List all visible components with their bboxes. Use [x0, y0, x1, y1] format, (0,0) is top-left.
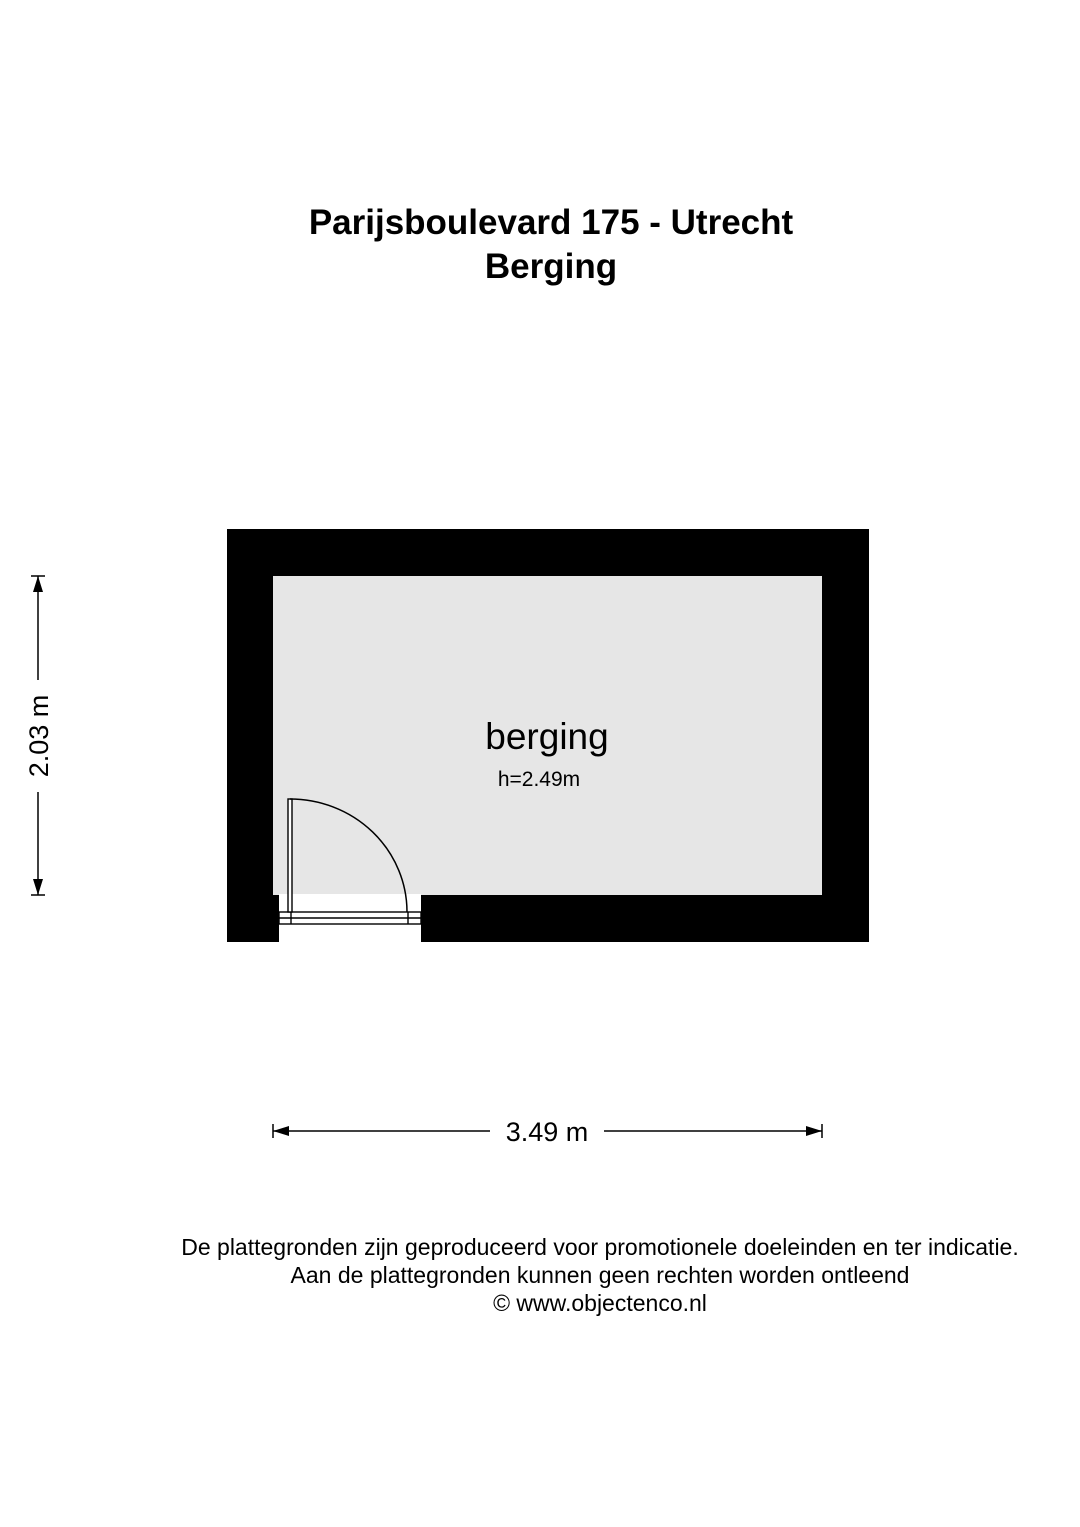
room-name-label: berging [485, 716, 609, 757]
room-height-label: h=2.49m [497, 768, 581, 791]
disclaimer-line-2: Aan de plattegronden kunnen geen rechten worden ontleend [290, 1262, 910, 1288]
copyright-line: © www.objectenco.nl [493, 1290, 707, 1316]
disclaimer-line-1: De plattegronden zijn geproduceerd voor promotionele doeleinden en ter indicatie. [181, 1234, 1019, 1260]
depth-arrow-bottom [33, 879, 43, 895]
plan-title-address: Parijsboulevard 175 - Utrecht [308, 203, 794, 242]
width-arrow-left [273, 1126, 289, 1136]
plan-title-floor: Berging [484, 247, 618, 286]
width-dimension-label: 3.49 m [505, 1117, 589, 1147]
width-arrow-right [806, 1126, 822, 1136]
depth-arrow-top [33, 576, 43, 592]
depth-dimension-label: 2.03 m [24, 694, 54, 778]
door-leaf [288, 799, 292, 912]
